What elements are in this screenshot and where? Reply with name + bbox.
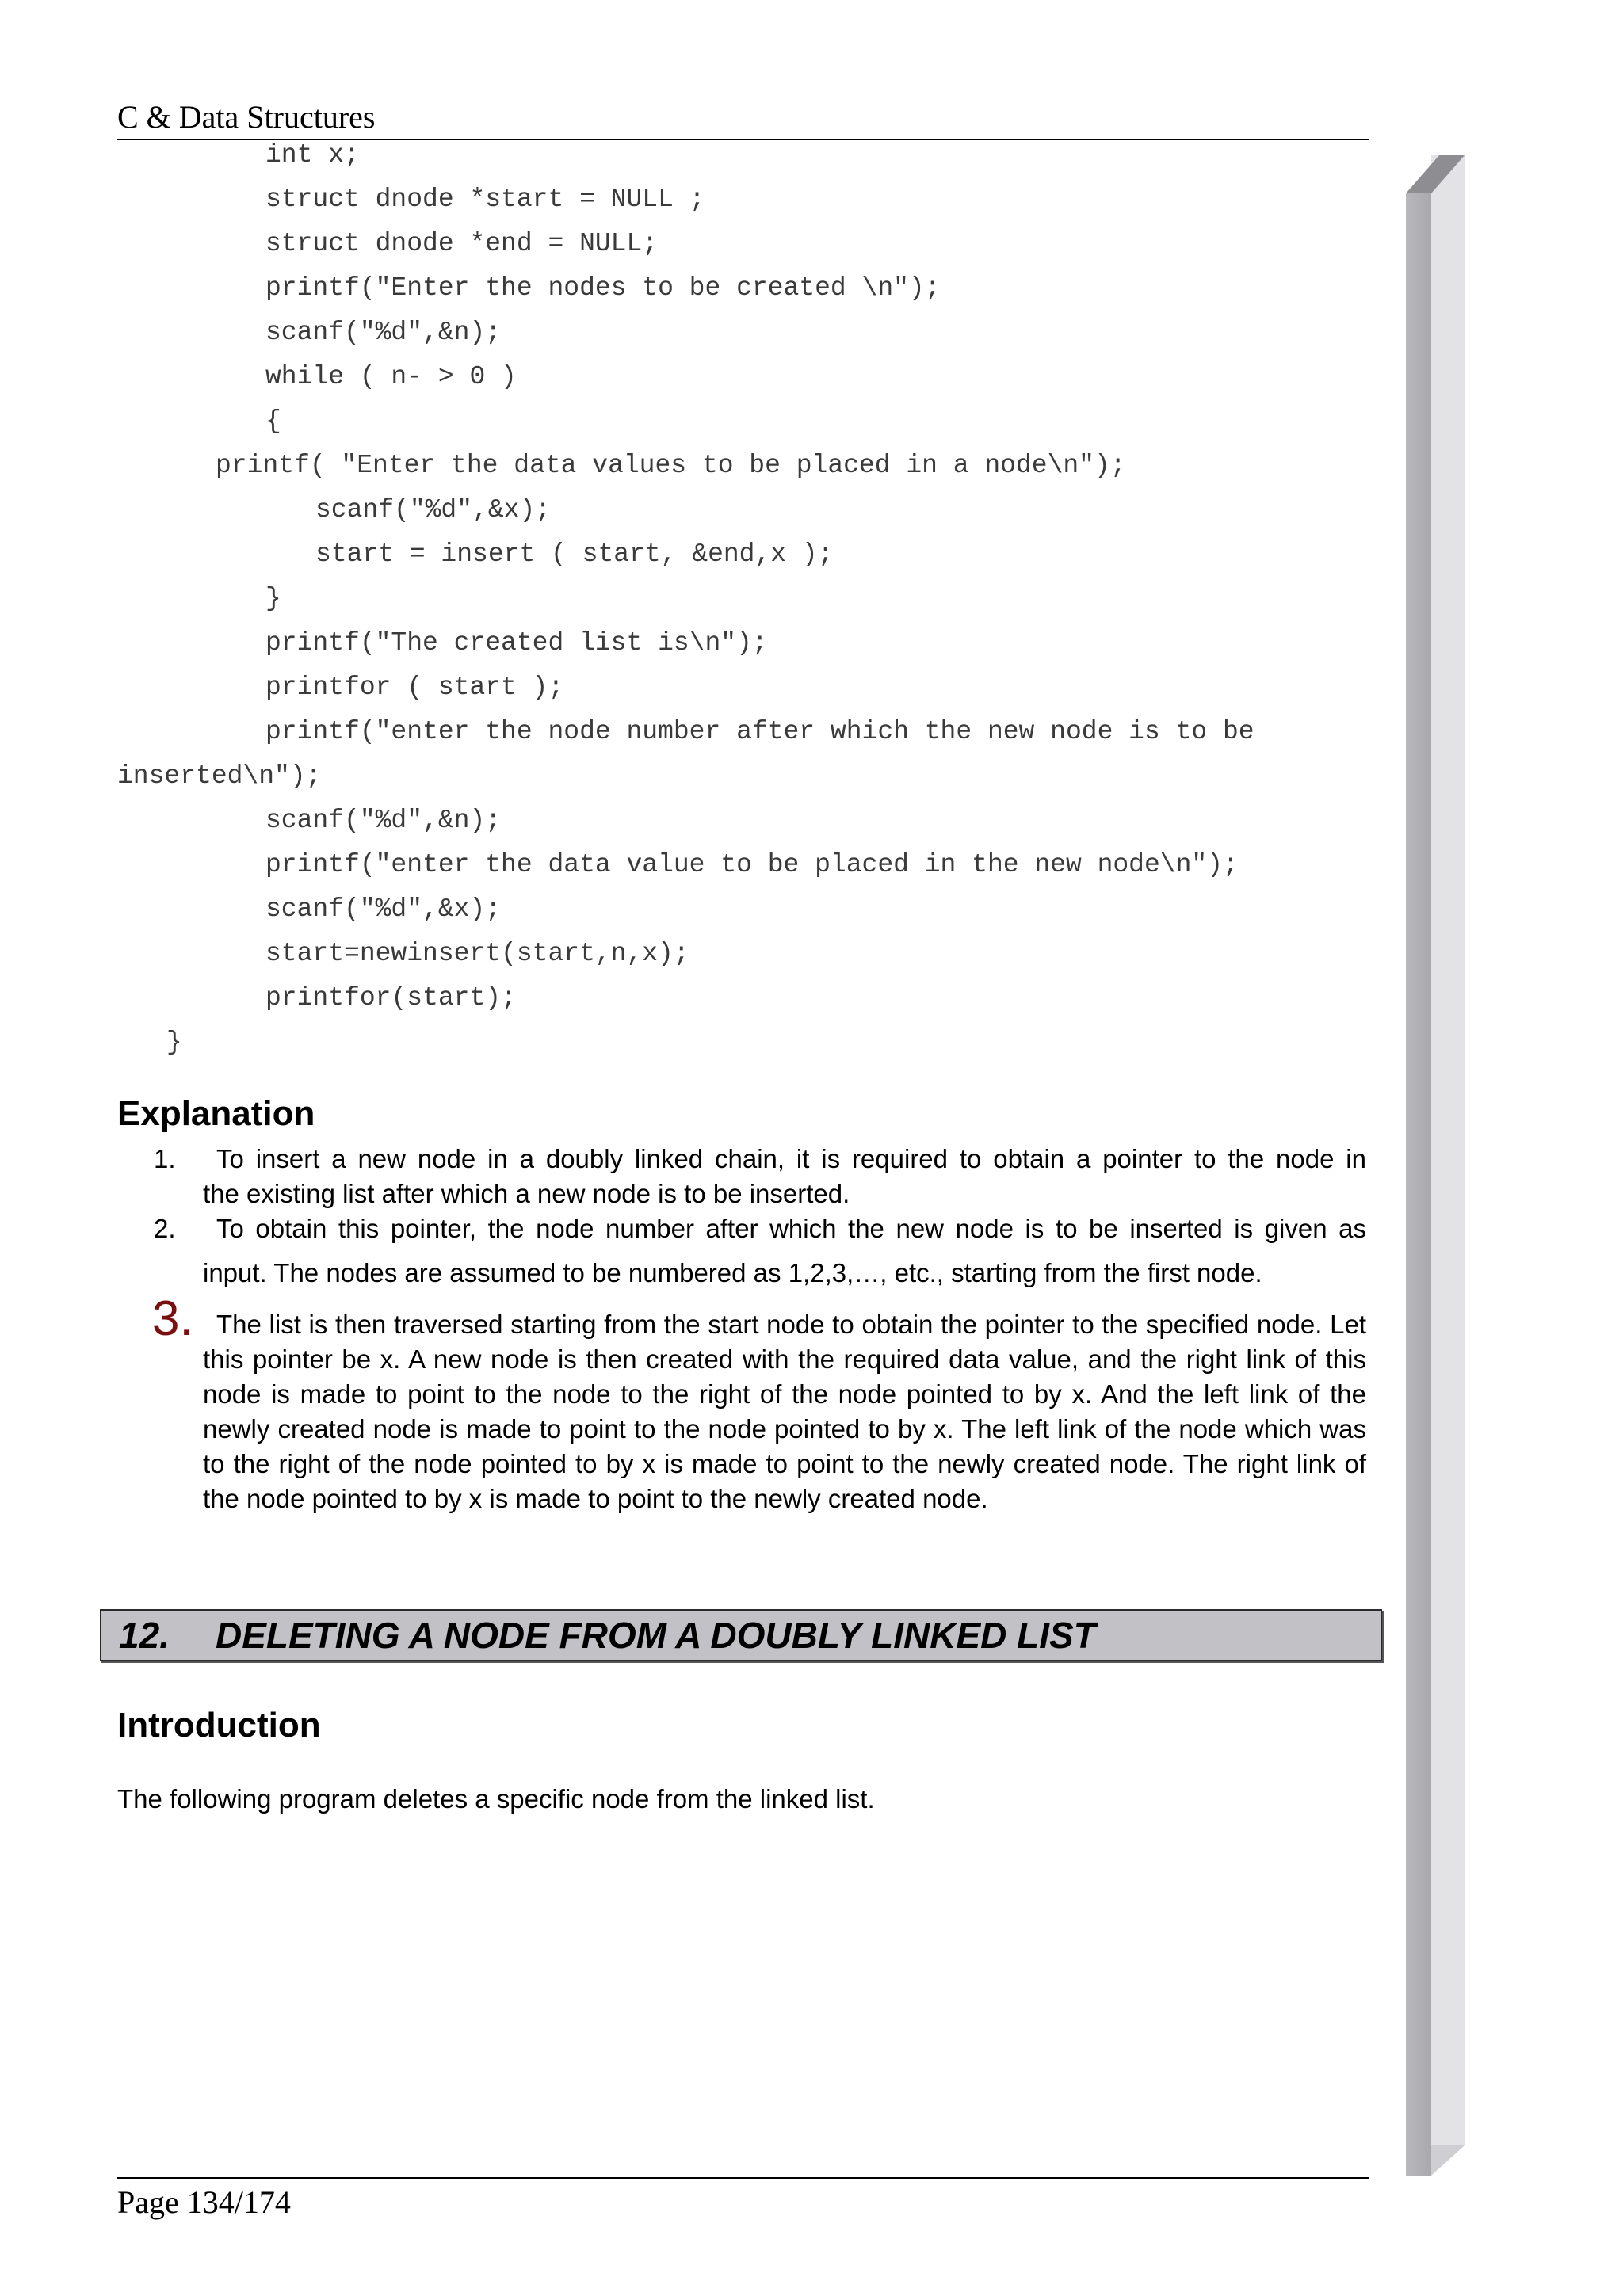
code-line: struct dnode *end = NULL; bbox=[265, 229, 659, 258]
footer-rule bbox=[117, 2177, 1369, 2179]
code-line: while ( n- > 0 ) bbox=[265, 362, 517, 391]
code-line: scanf("%d",&x); bbox=[265, 894, 502, 924]
side-tab-bottom bbox=[1431, 2145, 1465, 2176]
code-line: { bbox=[265, 406, 281, 436]
code-line: scanf("%d",&x); bbox=[315, 495, 552, 524]
list-item-paragraph: The list is then traversed starting from the start node to obtain the pointer to the specified node. Let this pointer be x. A new node is then created with the required data value, and the right link of this node is made to point to the node to the right of the node pointed to by x. And the left link of the newly created node is made to point to the node pointed to by x. The left link of the node which was to the right of the node pointed to by x is made to point to the newly created node. The right link of the node pointed to by x is made to point to the newly created node. bbox=[203, 1310, 1366, 1513]
list-item-line: To insert a new node in a doubly linked chain, it is required to obtain a pointer to the node in bbox=[216, 1144, 1366, 1173]
introduction-text: The following program deletes a specific node from the linked list. bbox=[117, 1784, 875, 1814]
list-item-text bbox=[203, 1142, 1366, 1211]
side-tab-back bbox=[1431, 155, 1465, 2145]
code-line: printf("The created list is\n"); bbox=[265, 628, 768, 658]
code-line: scanf("%d",&n); bbox=[265, 806, 502, 835]
code-line: scanf("%d",&n); bbox=[265, 318, 502, 347]
list-number: 1. bbox=[154, 1144, 176, 1173]
section-number: 12. bbox=[119, 1615, 170, 1656]
code-line: int x; bbox=[265, 140, 360, 170]
side-tab-top bbox=[1406, 155, 1465, 193]
code-line: printf("enter the node number after which the new node is to be bbox=[265, 717, 1254, 746]
list-item-text bbox=[203, 1211, 1366, 1291]
list-item-line: the existing list after which a new node is to be inserted. bbox=[203, 1179, 850, 1208]
explanation-heading: Explanation bbox=[117, 1094, 315, 1133]
code-line: } bbox=[265, 584, 281, 613]
code-line: inserted\n"); bbox=[117, 761, 322, 791]
code-line: start = insert ( start, &end,x ); bbox=[315, 540, 834, 569]
code-line: } bbox=[166, 1028, 182, 1057]
running-header: C & Data Structures bbox=[117, 99, 376, 135]
side-tab-front bbox=[1406, 193, 1431, 2176]
code-line: printfor(start); bbox=[265, 983, 517, 1013]
list-item-line: To obtain this pointer, the node number after which the new node is to be inserted is given as bbox=[216, 1214, 1366, 1243]
code-line: printfor ( start ); bbox=[265, 673, 564, 702]
list-item-line: input. The nodes are assumed to be numbered as 1,2,3,…, etc., starting from the first node. bbox=[203, 1258, 1262, 1287]
code-line: printf( "Enter the data values to be placed in a node\n"); bbox=[216, 451, 1126, 480]
section-title: DELETING A NODE FROM A DOUBLY LINKED LIST bbox=[216, 1615, 1096, 1656]
introduction-heading: Introduction bbox=[117, 1706, 321, 1745]
code-line: printf("Enter the nodes to be created \n"); bbox=[265, 273, 941, 303]
page-number: Page 134/174 bbox=[117, 2184, 291, 2220]
code-line: printf("enter the data value to be placed in the new node\n"); bbox=[265, 850, 1239, 879]
code-line: start=newinsert(start,n,x); bbox=[265, 939, 689, 968]
list-number: 2. bbox=[154, 1214, 176, 1243]
list-number-accent: 3. bbox=[152, 1291, 193, 1346]
code-line: struct dnode *start = NULL ; bbox=[265, 185, 705, 214]
list-item-text bbox=[203, 1307, 1366, 1516]
